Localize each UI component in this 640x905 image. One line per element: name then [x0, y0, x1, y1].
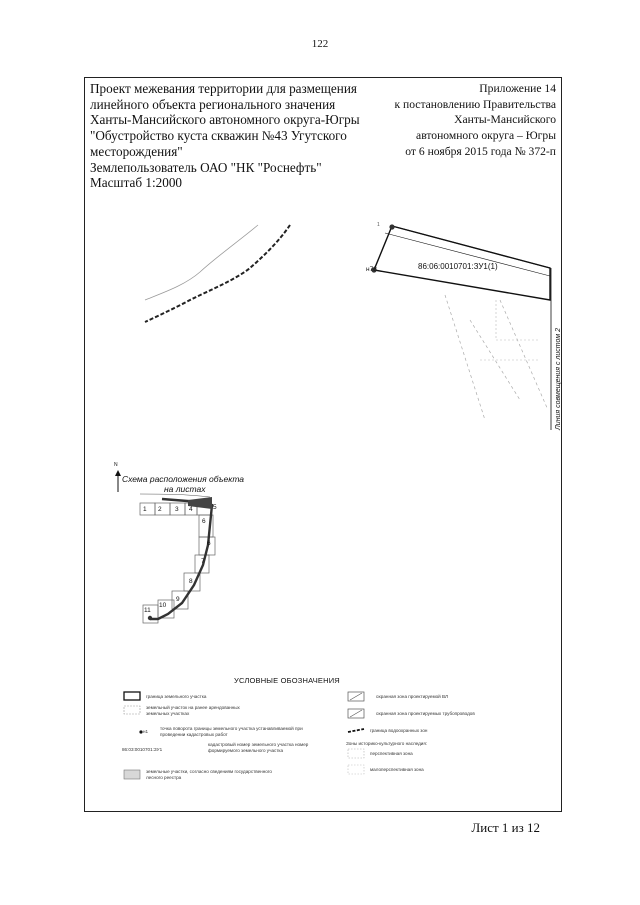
legend-item: кадастровый номер земельного участка номер формируемого земельного участка [208, 742, 309, 753]
legend-item: граница земельного участка [146, 694, 207, 699]
title-line: месторождения" [90, 143, 183, 159]
appendix-line: Приложение 14 [479, 82, 556, 95]
legend-item: малоперспективная зона [370, 767, 424, 772]
legend-forest-swatch [124, 770, 140, 779]
thin-boundary-line [145, 225, 258, 300]
title-line: "Обустройство куста скважин №43 Угутского [90, 128, 347, 144]
legend-parcel-boundary-swatch [124, 692, 140, 700]
sheet-number: 2 [158, 506, 162, 513]
sheet-number: 10 [159, 602, 167, 609]
boundary-point-marker [389, 224, 394, 229]
protection-zone-dashed [445, 295, 548, 420]
appendix-line: Ханты-Мансийского [454, 113, 556, 127]
sheet-number: 1 [143, 506, 147, 513]
sheet-number: 7 [201, 558, 205, 565]
legend-item: точка поворота границы земельного участка устанавливаемой при проведении кадастровых работ [160, 726, 303, 737]
route-end-marker [148, 616, 152, 620]
title-line: Проект межевания территории для размещения [90, 81, 357, 96]
sheet-footer: Лист 1 из 12 [471, 820, 540, 835]
legend-item: земельный участок на ранее арендованных земельных участках [146, 705, 240, 716]
sheet-number: 6 [207, 540, 211, 547]
inset-title-line2: на листах [164, 484, 206, 494]
scale-label: Масштаб 1:2000 [90, 175, 183, 191]
sheet-number: 8 [189, 578, 193, 585]
legend-cadastral-marker: 86:03:0010701:ЗУ1 [122, 747, 163, 752]
legend-item: земельные участки, согласно сведениям государственного лесного реестра [146, 769, 272, 780]
page-number: 122 [311, 38, 329, 50]
parcel-cadastral-label: 86:06:0010701:ЗУ1(1) [418, 262, 498, 271]
appendix-line: от 6 ноября 2015 года № 372-п [405, 144, 556, 158]
legend-perspective-zone-swatch [348, 749, 364, 758]
north-arrow-head-icon [115, 470, 121, 476]
sheet-number: 9 [176, 596, 180, 603]
title-line: Ханты-Мансийского автономного округа-Югры [90, 112, 360, 128]
junction-line-label: Линия совмещения с листом 2 [555, 327, 562, 430]
legend-item: граница водоохранных зон [370, 728, 428, 733]
legend-point-marker-label: н1 [143, 729, 149, 734]
sheet-number: 5 [213, 504, 217, 511]
water-protection-boundary [145, 225, 290, 322]
north-label: N [114, 462, 118, 468]
sheet-number: 4 [189, 506, 193, 513]
sheet-number: 6 [202, 518, 206, 525]
legend-heritage-heading: Зоны историко-культурного наследия: [346, 741, 428, 746]
boundary-point-label: н78 [366, 266, 377, 273]
boundary-point-number: 1 [377, 222, 380, 228]
legend-item: охранная зона проектируемой ВЛ [376, 694, 449, 699]
inset-boundary-line [140, 494, 210, 497]
inset-title: Схема расположения объекта [122, 474, 245, 484]
sheet-number: 11 [144, 607, 151, 614]
legend-low-perspective-zone-swatch [348, 765, 364, 774]
legend-item: перспективная зона [370, 751, 413, 756]
appendix-line: к постановлению Правительства [394, 97, 556, 111]
legend-title: УСЛОВНЫЕ ОБОЗНАЧЕНИЯ [234, 676, 340, 685]
title-line: Землепользователь ОАО "НК "Роснефть" [90, 159, 322, 175]
legend-water-boundary-icon [348, 729, 364, 732]
legend-leased-swatch [124, 706, 140, 714]
sheet-number: 3 [175, 506, 179, 513]
legend-item: охранная зона проектируемых трубопроводов [376, 711, 475, 716]
appendix-line: автономного округа – Югры [416, 129, 556, 143]
title-line: линейного объекта регионального значения [90, 96, 336, 112]
